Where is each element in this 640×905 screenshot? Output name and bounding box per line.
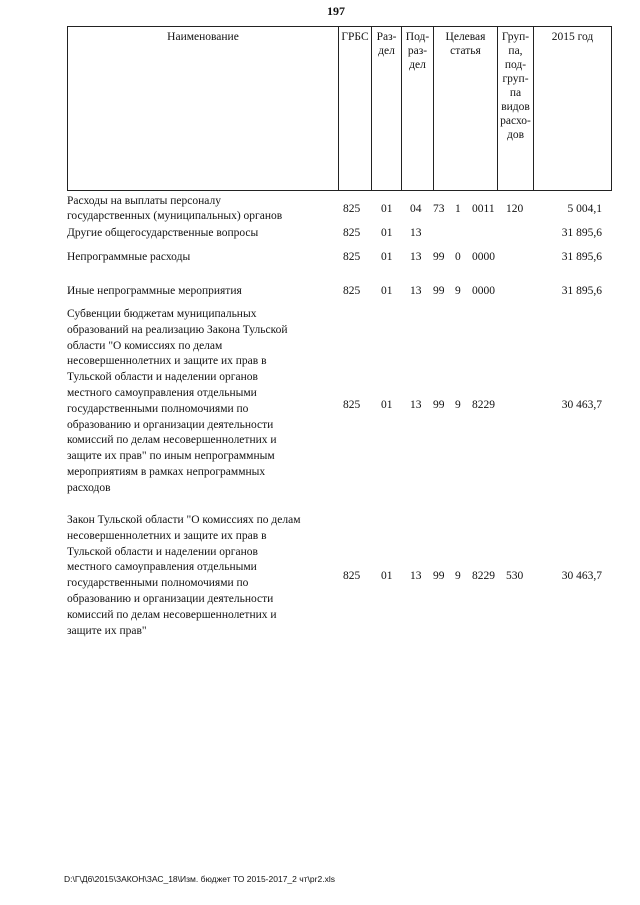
row-celevaya-3: 0011 — [472, 203, 495, 215]
row-razdel: 01 — [381, 203, 393, 215]
row-celevaya-3: 0000 — [472, 251, 495, 263]
row-celevaya-3: 8229 — [472, 570, 495, 582]
header-razdel: Раз- дел — [372, 27, 402, 190]
row-name: Иные непрограммные мероприятия — [67, 285, 242, 297]
row-podrazdel: 13 — [410, 285, 422, 297]
row-celevaya-1: 99 — [433, 251, 445, 263]
row-razdel: 01 — [381, 285, 393, 297]
row-celevaya-2: 9 — [455, 399, 461, 411]
row-sum: 30 463,7 — [561, 570, 602, 582]
row-sum: 30 463,7 — [561, 399, 602, 411]
row-sum: 31 895,6 — [561, 285, 602, 297]
row-razdel: 01 — [381, 399, 393, 411]
row-celevaya-2: 1 — [455, 203, 461, 215]
row-name: Непрограммные расходы — [67, 251, 191, 263]
row-celevaya-1: 73 — [433, 203, 445, 215]
header-podrazdel: Под- раз- дел — [402, 27, 434, 190]
row-grbs: 825 — [343, 285, 361, 297]
row-name: Другие общегосударственные вопросы — [67, 227, 259, 239]
page-number: 197 — [327, 4, 345, 18]
row-grbs: 825 — [343, 227, 361, 239]
row-celevaya-1: 99 — [433, 399, 445, 411]
row-celevaya-1: 99 — [433, 570, 445, 582]
row-celevaya-2: 9 — [455, 570, 461, 582]
row-grbs: 825 — [343, 399, 361, 411]
row-razdel: 01 — [381, 251, 393, 263]
row-grbs: 825 — [343, 251, 361, 263]
row-grbs: 825 — [343, 203, 361, 215]
table-header — [67, 26, 612, 191]
row-grbs: 825 — [343, 570, 361, 582]
row-podrazdel: 13 — [410, 251, 422, 263]
row-celevaya-1: 99 — [433, 285, 445, 297]
row-gruppa: 530 — [506, 570, 524, 582]
row-podrazdel: 13 — [410, 399, 422, 411]
row-podrazdel: 13 — [410, 570, 422, 582]
row-podrazdel: 04 — [410, 203, 422, 215]
header-gruppa: Груп- па, под- груп- па видов расхо- дов — [498, 27, 534, 190]
row-celevaya-2: 9 — [455, 285, 461, 297]
footer-file-path: D:\Г\Д6\2015\ЗАКОН\ЗАС_18\Изм. бюджет ТО 2015-2017_2 чт\pr2.xls — [64, 874, 335, 884]
row-celevaya-3: 8229 — [472, 399, 495, 411]
header-year: 2015 год — [551, 31, 594, 43]
row-celevaya-3: 0000 — [472, 285, 495, 297]
row-name: Субвенции бюджетам муниципальных образований на реализацию Закона Тульской области "О комиссиях по делам несовершеннолетних и защите их прав в Тульской области и наделении органов местного самоуправления отдельными государственными полномочиями по образованию и организации деятельности комиссий по делам несовершеннолетних и защите их прав" по иным непрограммным мероприятиям в рамках непрограммных расходов — [67, 308, 288, 494]
row-podrazdel: 13 — [410, 227, 422, 239]
row-name: Закон Тульской области "О комиссиях по делам несовершеннолетних и защите их прав в Тульской области и наделении органов местного самоуправления отдельными государственными полномочиями по образованию и организации деятельности комиссий по делам несовершеннолетних и защите их прав" — [67, 514, 301, 637]
row-celevaya-2: 0 — [455, 251, 461, 263]
row-sum: 5 004,1 — [567, 203, 602, 215]
row-sum: 31 895,6 — [561, 251, 602, 263]
row-sum: 31 895,6 — [561, 227, 602, 239]
row-name: Расходы на выплаты персоналу государственных (муниципальных) органов — [67, 195, 283, 222]
header-name: Наименование — [68, 27, 339, 190]
header-celevaya-statya: Целевая статья — [434, 27, 498, 190]
row-razdel: 01 — [381, 227, 393, 239]
header-grbs: ГРБС — [339, 27, 372, 190]
row-gruppa: 120 — [506, 203, 524, 215]
row-razdel: 01 — [381, 570, 393, 582]
